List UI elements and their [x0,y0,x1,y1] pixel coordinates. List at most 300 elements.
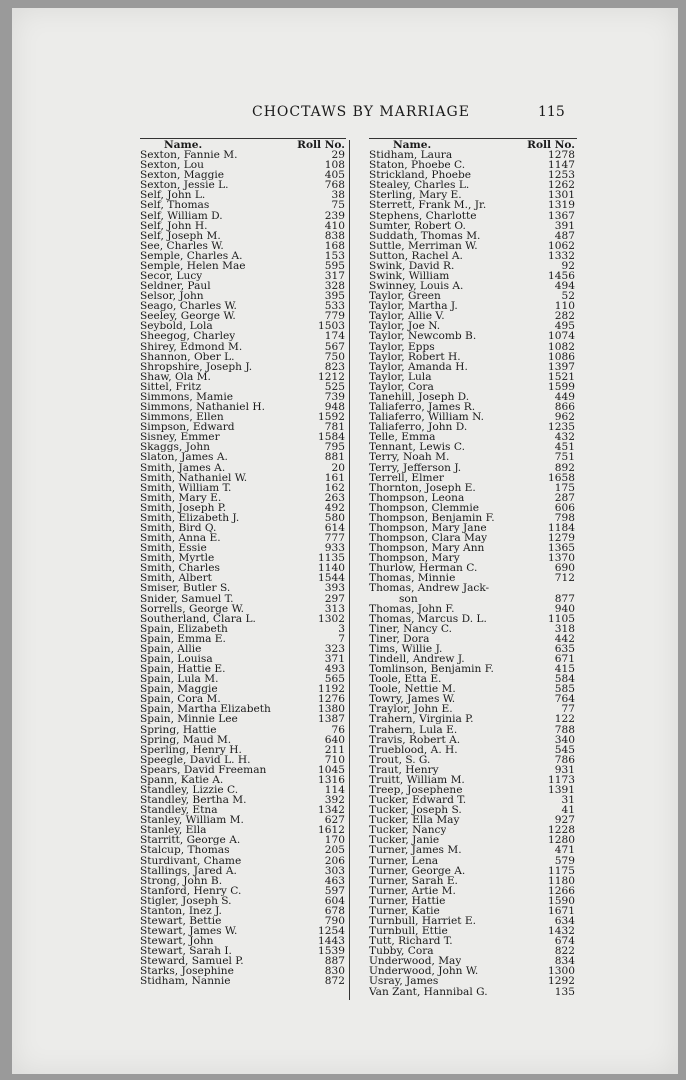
list-item [369,906,575,916]
entry-roll-number: 340 [554,733,575,746]
entry-name: Thomas, Marcus D. L. [369,613,487,624]
entry-name: Toole, Etta E. [369,674,442,685]
list-item [369,835,575,845]
entry-name: Taylor, Newcomb B. [369,331,477,342]
column-divider [349,140,350,1000]
entry-roll-number: 239 [324,209,345,222]
entry-roll-number: 1599 [548,380,575,393]
entry-roll-number: 777 [324,532,345,545]
entry-name: Taylor, Allie V. [369,311,445,322]
entry-name: Thurlow, Herman C. [369,563,478,574]
entry-roll-number: 1367 [548,209,575,222]
entry-name: Van Zant, Hannibal G. [369,986,488,997]
list-item [140,241,345,251]
entry-name: Tutt, Richard T. [369,936,453,947]
list-item [369,725,575,735]
entry-roll-number: 1062 [548,239,575,252]
entry-roll-number: 41 [561,804,575,817]
list-item [369,523,575,533]
entry-name: Sterling, Mary E. [369,190,462,201]
entry-roll-number: 585 [554,683,575,696]
entry-roll-number: 579 [554,854,575,867]
entry-roll-number: 933 [324,542,345,555]
entry-name: Taylor, Epps [369,341,435,352]
entry-roll-number: 634 [554,915,575,928]
entry-name: Semple, Helen Mae [140,260,246,272]
entry-name: Thompson, Mary [369,553,460,564]
entry-roll-number: 838 [324,229,345,242]
list-item [369,211,575,221]
list-item [369,271,575,281]
list-item [140,463,345,473]
entry-roll-number: 29 [331,149,345,162]
entry-name: Suttle, Merriman W. [369,240,478,251]
entry-name: Spain, Emma E. [140,633,226,644]
entry-name: Smith, Mary E. [140,492,222,503]
entry-roll-number: 1432 [548,925,575,938]
entry-roll-number: 7 [338,632,345,645]
entry-roll-number: 788 [554,723,575,736]
list-item [369,321,575,331]
entry-roll-number: 866 [554,401,575,414]
entry-roll-number: 881 [324,451,345,464]
entry-name: Smiser, Butler S. [140,583,231,594]
entry-roll-number: 161 [324,471,345,484]
list-item [140,694,345,704]
entry-roll-number: 174 [324,330,345,343]
list-item [369,866,575,876]
entry-roll-number: 781 [324,421,345,434]
entry-roll-number: 640 [324,733,345,746]
list-item [140,624,345,634]
entry-name: Starks, Josephine [140,966,234,977]
entry-roll-number: 211 [324,743,345,756]
document-page [12,8,678,1074]
list-item [369,180,575,190]
list-item [369,805,575,815]
entry-name: Stanley, William M. [140,815,244,826]
list-item [140,342,345,352]
entry-roll-number: 545 [554,743,575,756]
list-item [369,684,575,694]
entry-name: Self, William D. [140,210,223,221]
entry-roll-number: 1175 [548,864,575,877]
entry-roll-number: 405 [324,169,345,182]
entry-name: Spain, Lula M. [140,674,219,685]
list-item [369,231,575,241]
entry-name: Seybold, Lola [140,321,213,332]
entry-name: Taylor, Lula [369,371,432,382]
entry-name: Strong, John B. [140,875,223,886]
entry-roll-number: 764 [554,693,575,706]
entry-name: Shropshire, Joseph J. [140,361,253,372]
entry-name: Simmons, Nathaniel H. [140,402,265,413]
entry-name: Terrell, Elmer [369,472,444,483]
list-item [369,644,575,654]
list-item [369,583,575,593]
list-item [369,714,575,724]
list-item [369,452,575,462]
entry-name: Thomas, John F. [369,603,455,614]
entry-name: Taylor, Robert H. [369,351,461,362]
list-item [140,422,345,432]
entry-name: Sterrett, Frank M., Jr. [369,200,487,211]
entry-roll-number: 77 [561,703,575,716]
entry-roll-number: 1173 [548,773,575,786]
roll-header: Roll No. [527,139,575,151]
entry-roll-number: 168 [324,239,345,252]
list-item [140,825,345,835]
entry-name: Truitt, William M. [369,774,465,785]
entry-name: Self, Thomas [140,200,210,211]
entry-name: Sexton, Lou [140,160,204,171]
entry-name: Sturdivant, Chame [140,855,242,866]
list-item [140,765,345,775]
entry-name: Treep, Josephene [369,785,463,796]
entry-name: Smith, Elizabeth J. [140,512,240,523]
entry-roll-number: 533 [324,300,345,313]
list-item [140,301,345,311]
entry-name: Spain, Louisa [140,653,213,665]
list-item [369,775,575,785]
list-item [369,876,575,886]
list-item [369,825,575,835]
entry-name: Travis, Robert A. [369,734,461,745]
list-item [369,241,575,251]
entry-name: Simpson, Edward [140,422,235,433]
entry-roll-number: 1192 [318,683,345,696]
list-item [140,644,345,654]
list-item [140,573,345,583]
entry-name: Swinney, Louis A. [369,281,464,292]
list-item [369,533,575,543]
list-item [369,563,575,573]
entry-name: Swink, William [369,271,450,282]
list-item [140,674,345,684]
list-item [369,352,575,362]
entry-name: Smith, James A. [140,462,226,473]
list-item [369,432,575,442]
list-item [140,614,345,624]
entry-name: Thomas, Andrew Jack- [369,583,490,594]
entry-name: Tucker, Janie [369,835,440,846]
list-item [140,553,345,563]
entry-name: Self, John H. [140,220,208,231]
list-item [140,654,345,664]
list-item [369,392,575,402]
entry-roll-number: 1456 [548,270,575,283]
entry-name: See, Charles W. [140,240,224,251]
entry-name: Smith, Joseph P. [140,502,227,513]
entry-roll-number: 822 [554,945,575,958]
entry-name: Shirey, Edmond M. [140,341,243,352]
entry-name: Standley, Bertha M. [140,795,247,806]
list-item [369,150,575,160]
list-item [140,412,345,422]
list-item [369,966,575,976]
list-item [369,573,575,583]
entry-name: Taylor, Joe N. [369,321,441,332]
entry-name: Shannon, Ober L. [140,351,235,362]
name-header: Name. [164,139,203,151]
entry-name: Smith, William T. [140,482,232,493]
entry-name: Thompson, Mary Ann [369,543,485,554]
entry-roll-number: 1397 [548,360,575,373]
entry-roll-number: 786 [554,753,575,766]
list-item [369,604,575,614]
list-item [140,745,345,755]
list-item [140,372,345,382]
list-item [369,160,575,170]
entry-roll-number: 595 [324,259,345,272]
entry-name: Thompson, Mary Jane [369,522,487,534]
entry-roll-number: 1316 [318,773,345,786]
list-item [369,815,575,825]
entry-roll-number: 1612 [318,824,345,837]
entry-name: Turner, Katie [369,905,440,917]
entry-name: Underwood, John W. [369,966,479,977]
entry-roll-number: 494 [554,280,575,293]
list-item [369,956,575,966]
entry-name: Sperling, Henry H. [140,744,242,755]
list-item [369,261,575,271]
entry-roll-number: 597 [324,884,345,897]
list-item [140,916,345,926]
entry-name: Snider, Samuel T. [140,593,234,604]
entry-roll-number: 887 [324,955,345,968]
list-item [369,926,575,936]
entry-name: Speegle, David L. H. [140,754,251,765]
entry-roll-number: 1365 [548,542,575,555]
list-item [140,533,345,543]
entry-name: Terry, Jefferson J. [369,462,462,473]
entry-name: Turnbull, Harriet E. [369,916,476,927]
entry-roll-number: 1074 [548,330,575,343]
entry-roll-number: 1045 [318,763,345,776]
list-item [140,845,345,855]
entry-name: Tennant, Lewis C. [369,442,465,453]
entry-name: Thompson, Leona [369,492,465,503]
entry-name: Stidham, Nannie [140,976,231,987]
list-item [369,694,575,704]
entry-name: Trahern, Virginia P. [369,714,474,725]
entry-roll-number: 297 [324,592,345,605]
entry-name: Simmons, Mamie [140,391,233,403]
entry-name: Stewart, Bettie [140,916,222,927]
list-item [369,634,575,644]
column-header [140,140,345,150]
entry-roll-number: 768 [324,179,345,192]
entry-name: Spain, Martha Elizabeth [140,704,271,715]
entry-name: Stephens, Charlotte [369,210,477,221]
entry-name: Stewart, Sarah I. [140,946,232,957]
entry-name: Tiner, Dora [369,633,430,644]
entry-name: Telle, Emma [369,432,436,443]
entry-roll-number: 690 [554,562,575,575]
entry-name: Smith, Bird Q. [140,522,217,534]
list-item [369,362,575,372]
entry-roll-number: 393 [324,582,345,595]
entry-roll-number: 606 [554,501,575,514]
entry-roll-number: 712 [554,572,575,585]
entry-roll-number: 751 [554,451,575,464]
entry-roll-number: 328 [324,280,345,293]
list-item [140,211,345,221]
entry-roll-number: 92 [561,259,575,272]
list-item [140,473,345,483]
entry-roll-number: 31 [561,794,575,807]
entry-roll-number: 1521 [548,370,575,383]
list-item [140,594,345,604]
entry-name: Trueblood, A. H. [369,744,458,755]
entry-name: Seldner, Paul [140,281,211,292]
list-item [140,886,345,896]
entry-name: Swink, David R. [369,260,455,272]
entry-name: Self, John L. [140,190,206,201]
entry-roll-number: 38 [331,189,345,202]
list-item [140,231,345,241]
entry-name: Thompson, Clara May [369,533,488,544]
list-item [140,735,345,745]
entry-roll-number: 395 [324,290,345,303]
entry-name: Tims, Willie J. [369,643,443,654]
list-item [369,987,575,997]
entry-name: Taliaferro, William N. [369,412,485,423]
entry-name: Taylor, Martha J. [369,301,458,312]
list-item [140,583,345,593]
entry-roll-number: 1262 [548,179,575,192]
list-item [140,956,345,966]
list-item [369,513,575,523]
entry-roll-number: 313 [324,602,345,615]
entry-roll-number: 1147 [548,159,575,172]
list-item [369,301,575,311]
list-item [140,493,345,503]
entry-name: Stewart, John [140,936,214,947]
entry-name: Turner, George A. [369,865,466,876]
entry-roll-number: 495 [554,320,575,333]
entry-name: Sheegog, Charley [140,331,236,342]
entry-roll-number: 872 [324,975,345,988]
entry-name: Sutton, Rachel A. [369,250,463,261]
entry-roll-number: 614 [324,521,345,534]
entry-name: Selsor, John [140,291,204,302]
list-item [140,714,345,724]
entry-name: Spain, Minnie Lee [140,714,238,725]
entry-roll-number: 584 [554,673,575,686]
list-item [140,523,345,533]
list-item [140,785,345,795]
entry-roll-number: 627 [324,814,345,827]
entry-roll-number: 76 [331,723,345,736]
list-item [369,412,575,422]
entry-roll-number: 674 [554,935,575,948]
entry-name: Sumter, Robert O. [369,220,466,231]
list-item [140,775,345,785]
entry-name: Smith, Myrtle [140,553,215,564]
entry-roll-number: 287 [554,491,575,504]
list-item [369,331,575,341]
list-item [369,886,575,896]
entry-roll-number: 303 [324,864,345,877]
entry-name: Sisney, Emmer [140,432,220,443]
list-item [369,674,575,684]
entry-roll-number: 3 [338,622,345,635]
list-item [140,432,345,442]
list-item [140,321,345,331]
entry-roll-number: 442 [554,632,575,645]
list-item [369,442,575,452]
entry-roll-number: 1184 [548,521,575,534]
entry-name: Stanford, Henry C. [140,885,242,896]
entry-name: Tucker, Joseph S. [369,805,462,816]
entry-roll-number: 487 [554,229,575,242]
list-item [140,291,345,301]
entry-roll-number: 1254 [318,925,345,938]
entry-roll-number: 1266 [548,884,575,897]
entry-name: Spring, Hattie [140,724,217,735]
entry-roll-number: 432 [554,431,575,444]
list-item [369,311,575,321]
entry-name: Tucker, Edward T. [369,795,467,806]
entry-name: Smith, Charles [140,563,220,574]
entry-name: Spain, Allie [140,643,202,654]
entry-name: Smith, Anna E. [140,533,221,544]
entry-roll-number: 1212 [318,370,345,383]
list-item [140,856,345,866]
list-item [369,845,575,855]
entry-name: Sexton, Fannie M. [140,150,238,161]
entry-name: Thompson, Benjamin F. [369,512,495,523]
entry-roll-number: 678 [324,904,345,917]
list-item [140,876,345,886]
entry-roll-number: 1544 [318,572,345,585]
entry-roll-number: 1503 [318,320,345,333]
entry-name: Thornton, Joseph E. [369,482,476,493]
list-item [369,614,575,624]
entry-name: Taylor, Cora [369,381,434,392]
list-item [140,251,345,261]
entry-name: Thompson, Clemmie [369,502,479,513]
entry-name: Spain, Cora M. [140,694,221,705]
entry-roll-number: 108 [324,159,345,172]
list-item [140,402,345,412]
list-item [369,765,575,775]
list-item [369,735,575,745]
list-item [140,896,345,906]
entry-roll-number: 282 [554,310,575,323]
entry-roll-number: 52 [561,290,575,303]
entry-name: Thomas, Minnie [369,573,456,584]
entry-roll-number: 1319 [548,199,575,212]
list-item [140,795,345,805]
entry-roll-number: 927 [554,814,575,827]
entry-roll-number: 798 [554,511,575,524]
entry-name: Stealey, Charles L. [369,180,470,191]
entry-roll-number: 206 [324,854,345,867]
list-item [140,946,345,956]
list-item [140,604,345,614]
entry-roll-number: 415 [554,663,575,676]
list-item [369,624,575,634]
list-item [140,180,345,190]
list-item [369,190,575,200]
list-item [369,372,575,382]
roll-header: Roll No. [297,139,345,151]
list-item [140,805,345,815]
entry-roll-number: 710 [324,753,345,766]
entry-name: Taliaferro, James R. [369,402,476,413]
